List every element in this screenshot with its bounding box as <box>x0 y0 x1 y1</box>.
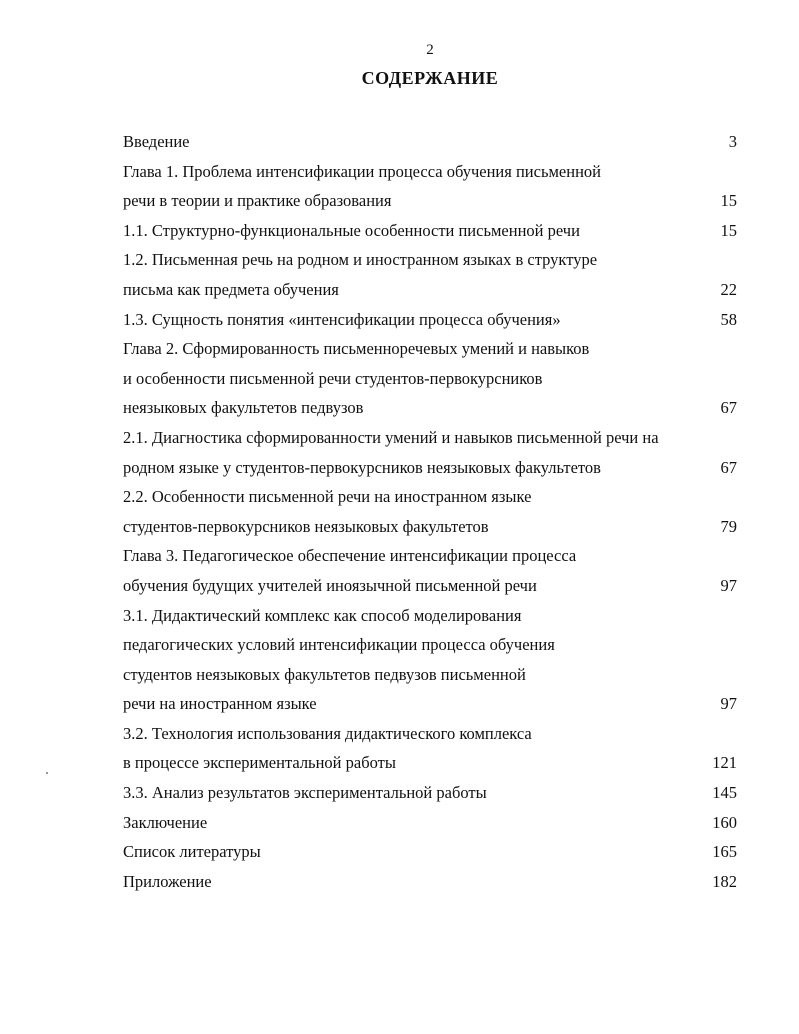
toc-entry-page: 67 <box>720 457 737 477</box>
toc-entry-text: 3.1. Дидактический комплекс как способ моделирования <box>123 605 522 625</box>
toc-row <box>123 364 737 394</box>
toc-entry-page: 97 <box>720 575 737 595</box>
toc-entry-page: 67 <box>720 398 737 418</box>
toc-row <box>123 305 737 335</box>
toc-row <box>123 867 737 897</box>
toc-row <box>123 482 737 512</box>
toc-row <box>123 808 737 838</box>
toc-row <box>123 660 737 690</box>
toc-entry-text: родном языке у студентов-первокурсников неязыковых факультетов <box>123 457 601 477</box>
toc-entry-text: и особенности письменной речи студентов-первокурсников <box>123 368 543 388</box>
toc-row <box>123 275 737 305</box>
toc-entry-text: Глава 3. Педагогическое обеспечение интенсификации процесса <box>123 546 577 566</box>
toc-entry-text: в процессе экспериментальной работы <box>123 753 396 773</box>
toc-entry-page: 15 <box>720 191 737 211</box>
toc-entry-text: Глава 1. Проблема интенсификации процесса обучения письменной <box>123 161 601 181</box>
toc-entry-text: 3.2. Технология использования дидактического комплекса <box>123 723 532 743</box>
toc-entry-page: 15 <box>720 220 737 240</box>
toc-entry-text: письма как предмета обучения <box>123 279 339 299</box>
toc-entry-page: 58 <box>720 309 737 329</box>
toc-entry-text: студентов-первокурсников неязыковых факультетов <box>123 516 489 536</box>
page-number: 2 <box>426 42 434 58</box>
toc-entry-page: 160 <box>712 812 737 832</box>
toc-entry-page: 22 <box>720 279 737 299</box>
toc-row <box>123 127 737 157</box>
toc-row <box>123 541 737 571</box>
scan-speck <box>46 772 48 774</box>
toc-entry-text: 1.3. Сущность понятия «интенсификации процесса обучения» <box>123 309 561 329</box>
toc-entry-page: 165 <box>712 842 737 862</box>
toc-entry-page: 121 <box>712 753 737 773</box>
toc-entry-text: Заключение <box>123 812 208 832</box>
toc-row <box>123 423 737 453</box>
toc-row <box>123 453 737 483</box>
toc-entry-text: 3.3. Анализ результатов экспериментальной работы <box>123 783 487 803</box>
toc-entry-page: 182 <box>712 871 737 891</box>
toc-row <box>123 571 737 601</box>
toc-entry-text: 1.1. Структурно-функциональные особенности письменной речи <box>123 220 580 240</box>
toc-entry-text: речи на иностранном языке <box>123 694 317 714</box>
toc-entry-text: 1.2. Письменная речь на родном и иностранном языках в структуре <box>123 250 598 270</box>
toc-entry-text: Введение <box>123 132 190 151</box>
toc-row <box>123 216 737 246</box>
toc-entry-page: 3 <box>728 132 737 151</box>
toc-row <box>123 689 737 719</box>
toc-entry-text: речи в теории и практике образования <box>123 191 392 211</box>
toc-entry-text: Приложение <box>123 871 212 891</box>
toc-row <box>123 334 737 364</box>
toc-entry-text: 2.2. Особенности письменной речи на иностранном языке <box>123 487 532 507</box>
toc-row <box>123 186 737 216</box>
toc-row <box>123 719 737 749</box>
toc-entry-text: обучения будущих учителей иноязычной письменной речи <box>123 575 537 595</box>
toc-entry-page: 145 <box>712 783 737 803</box>
toc-entry-text: педагогических условий интенсификации процесса обучения <box>123 635 555 655</box>
toc-row <box>123 748 737 778</box>
toc-row <box>123 393 737 423</box>
toc-entry-text: неязыковых факультетов педвузов <box>123 398 364 418</box>
toc-entry-page: 79 <box>720 516 737 536</box>
toc-row <box>123 778 737 808</box>
toc-row <box>123 512 737 542</box>
table-of-contents <box>123 127 737 896</box>
toc-row <box>123 601 737 631</box>
toc-entry-text: Глава 2. Сформированность письменноречевых умений и навыков <box>123 339 590 359</box>
toc-entry-text: Список литературы <box>123 842 261 862</box>
toc-entry-page: 97 <box>720 694 737 714</box>
page-title: СОДЕРЖАНИЕ <box>361 68 499 88</box>
toc-row <box>123 245 737 275</box>
toc-entry-text: 2.1. Диагностика сформированности умений и навыков письменной речи на <box>123 427 659 447</box>
toc-row <box>123 837 737 867</box>
toc-row <box>123 157 737 187</box>
toc-entry-text: студентов неязыковых факультетов педвузов письменной <box>123 664 526 684</box>
toc-row <box>123 630 737 660</box>
